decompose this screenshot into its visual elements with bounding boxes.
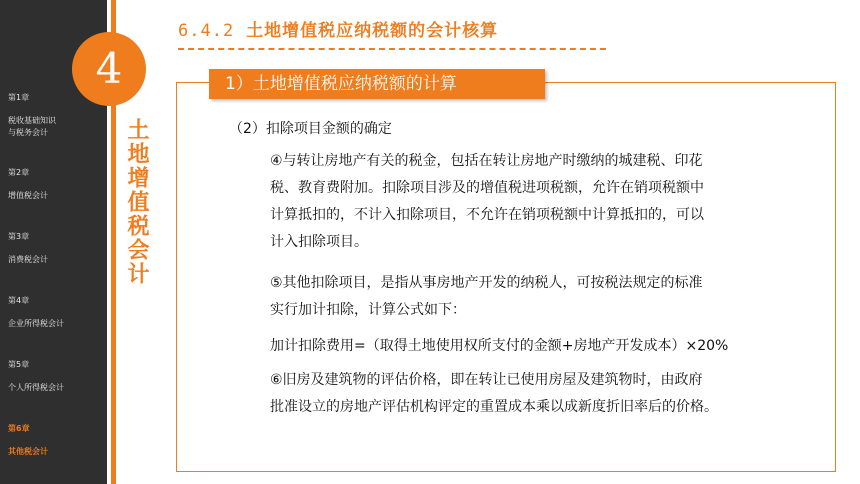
chapter-number: 第3章 — [8, 232, 30, 241]
subheading-tab: 1）土地增值税应纳税额的计算 — [209, 69, 545, 99]
text-line: 计入扣除项目。 — [270, 234, 368, 250]
sidebar-item-chapter-4[interactable] — [8, 295, 64, 330]
vertical-section-title: 土地增值税会计 — [124, 118, 149, 286]
formula-text — [270, 333, 810, 360]
chapter-name: 其他税会计 — [8, 447, 48, 456]
section-title — [178, 16, 498, 41]
intro-heading: （2）扣除项目金额的确定 — [229, 121, 392, 137]
text-line: ④与转让房地产有关的税金，包括在转让房地产时缴纳的城建税、印花 — [270, 153, 703, 169]
chapter-name: 个人所得税会计 — [8, 383, 64, 392]
sidebar-item-chapter-3[interactable] — [8, 231, 48, 266]
chapter-name-line: 与税务会计 — [8, 128, 48, 137]
chapter-name: 增值税会计 — [8, 191, 48, 200]
text-line: 批准设立的房地产评估机构评定的重置成本乘以成新度折旧率后的价格。 — [270, 399, 718, 415]
text-line: 实行加计扣除，计算公式如下： — [270, 302, 466, 318]
chapter-number: 第6章 — [8, 424, 30, 433]
chapter-number: 第2章 — [8, 168, 30, 177]
item-6-paragraph — [270, 367, 810, 421]
chapter-name: 消费税会计 — [8, 255, 48, 264]
chapter-name: 企业所得税会计 — [8, 319, 64, 328]
chapter-number: 第4章 — [8, 296, 30, 305]
chapter-number: 第5章 — [8, 360, 30, 369]
sidebar-item-chapter-2[interactable] — [8, 167, 48, 202]
chapter-name-line: 税收基础知识 — [8, 116, 56, 125]
chapter-badge: 4 — [72, 32, 146, 106]
text-line: 税、教育费附加。扣除项目涉及的增值税进项税额，允许在销项税额中 — [270, 180, 704, 196]
sidebar-item-chapter-1[interactable] — [8, 92, 56, 139]
text-line: ⑥旧房及建筑物的评估价格，即在转让已使用房屋及建筑物时，由政府 — [270, 372, 703, 388]
sidebar-item-chapter-5[interactable] — [8, 359, 64, 394]
formula-line: 加计扣除费用=（取得土地使用权所支付的金额+房地产开发成本）×20% — [270, 338, 729, 354]
chapter-name — [8, 115, 56, 139]
text-line: 计算抵扣的，不计入扣除项目，不允许在销项税额中计算抵扣的，可以 — [270, 207, 704, 223]
text-line: ⑤其他扣除项目，是指从事房地产开发的纳税人，可按税法规定的标准 — [270, 275, 703, 291]
sidebar-item-chapter-6[interactable] — [8, 423, 48, 458]
chapter-number: 第1章 — [8, 93, 30, 102]
section-code: 6.4.2 — [178, 21, 235, 41]
item-5-paragraph — [270, 270, 810, 324]
item-4-paragraph — [270, 148, 810, 256]
section-title-text: 土地增值税应纳税额的会计核算 — [246, 21, 499, 41]
title-dashed-rule — [178, 48, 606, 50]
